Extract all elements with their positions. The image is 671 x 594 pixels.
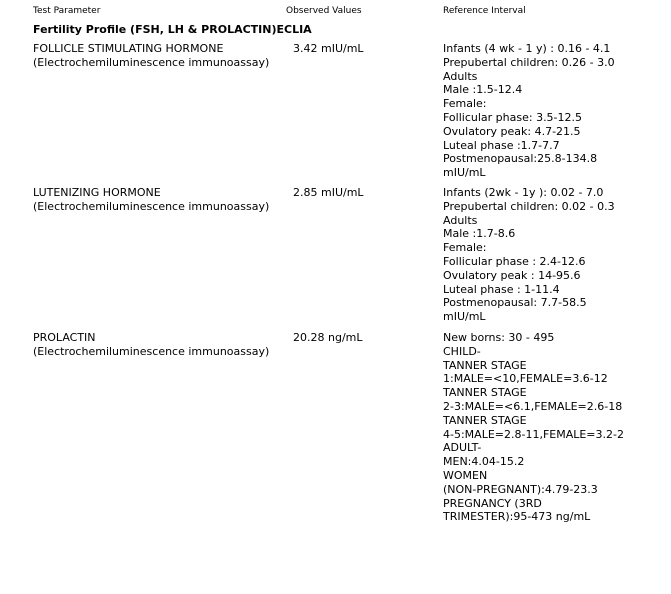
reference-line: Male :1.5-12.4 [443, 83, 523, 97]
reference-line: Prepubertal children: 0.26 - 3.0 [443, 55, 615, 69]
reference-line: PREGNANCY (3RD [443, 496, 542, 510]
test-method: (Electrochemiluminescence immunoassay) [33, 344, 270, 358]
test-method: (Electrochemiluminescence immunoassay) [33, 199, 270, 213]
test-name-cell [33, 42, 269, 70]
observed-value: 3.42 mIU/mL [293, 42, 364, 55]
reference-line: (NON-PREGNANT):4.79-23.3 [443, 482, 598, 496]
reference-line: TANNER STAGE [443, 413, 527, 427]
reference-line: mIU/mL [443, 310, 486, 324]
reference-line: Ovulatory peak: 4.7-21.5 [443, 124, 581, 138]
reference-line: Postmenopausal:25.8-134.8 [443, 152, 598, 166]
reference-line: Infants (4 wk - 1 y) : 0.16 - 4.1 [443, 42, 611, 55]
reference-line: Follicular phase : 2.4-12.6 [443, 254, 586, 268]
reference-line: New borns: 30 - 495 [443, 331, 555, 344]
header-observed-values: Observed Values [286, 6, 362, 16]
reference-line: 1:MALE=<10,FEMALE=3.6-12 [443, 372, 608, 386]
reference-line: Follicular phase: 3.5-12.5 [443, 110, 583, 124]
test-method: (Electrochemiluminescence immunoassay) [33, 55, 270, 69]
observed-value: 2.85 mIU/mL [293, 186, 364, 199]
reference-line: TRIMESTER):95-473 ng/mL [443, 510, 591, 524]
reference-line: WOMEN [443, 468, 488, 482]
reference-line: TANNER STAGE [443, 386, 527, 400]
reference-line: Female: [443, 241, 487, 255]
header-test-parameter: Test Parameter [33, 6, 101, 16]
reference-line: Male :1.7-8.6 [443, 227, 516, 241]
reference-interval [443, 331, 624, 524]
reference-interval [443, 186, 615, 324]
reference-line: 4-5:MALE=2.8-11,FEMALE=3.2-2 [443, 427, 624, 441]
test-name: PROLACTIN [33, 331, 96, 344]
header-reference-interval: Reference Interval [443, 6, 526, 16]
test-name: LUTENIZING HORMONE [33, 186, 161, 199]
reference-line: CHILD- [443, 344, 481, 358]
reference-line: TANNER STAGE [443, 358, 527, 372]
reference-line: Adults [443, 69, 478, 83]
reference-line: 2-3:MALE=<6.1,FEMALE=2.6-18 [443, 399, 623, 413]
test-name: FOLLICLE STIMULATING HORMONE [33, 42, 224, 55]
reference-line: Luteal phase :1.7-7.7 [443, 138, 560, 152]
reference-line: Adults [443, 213, 478, 227]
reference-line: ADULT- [443, 441, 482, 455]
reference-line: Prepubertal children: 0.02 - 0.3 [443, 199, 615, 213]
section-title: Fertility Profile (FSH, LH & PROLACTIN)ECLIA [33, 23, 312, 36]
reference-line: Infants (2wk - 1y ): 0.02 - 7.0 [443, 186, 604, 199]
reference-line: MEN:4.04-15.2 [443, 455, 525, 469]
observed-value: 20.28 ng/mL [293, 331, 363, 344]
reference-line: Ovulatory peak : 14-95.6 [443, 268, 581, 282]
reference-line: Female: [443, 97, 487, 111]
test-name-cell [33, 331, 269, 359]
reference-interval [443, 42, 615, 180]
test-name-cell [33, 186, 269, 214]
reference-line: mIU/mL [443, 166, 486, 180]
reference-line: Postmenopausal: 7.7-58.5 [443, 296, 587, 310]
reference-line: Luteal phase : 1-11.4 [443, 282, 560, 296]
